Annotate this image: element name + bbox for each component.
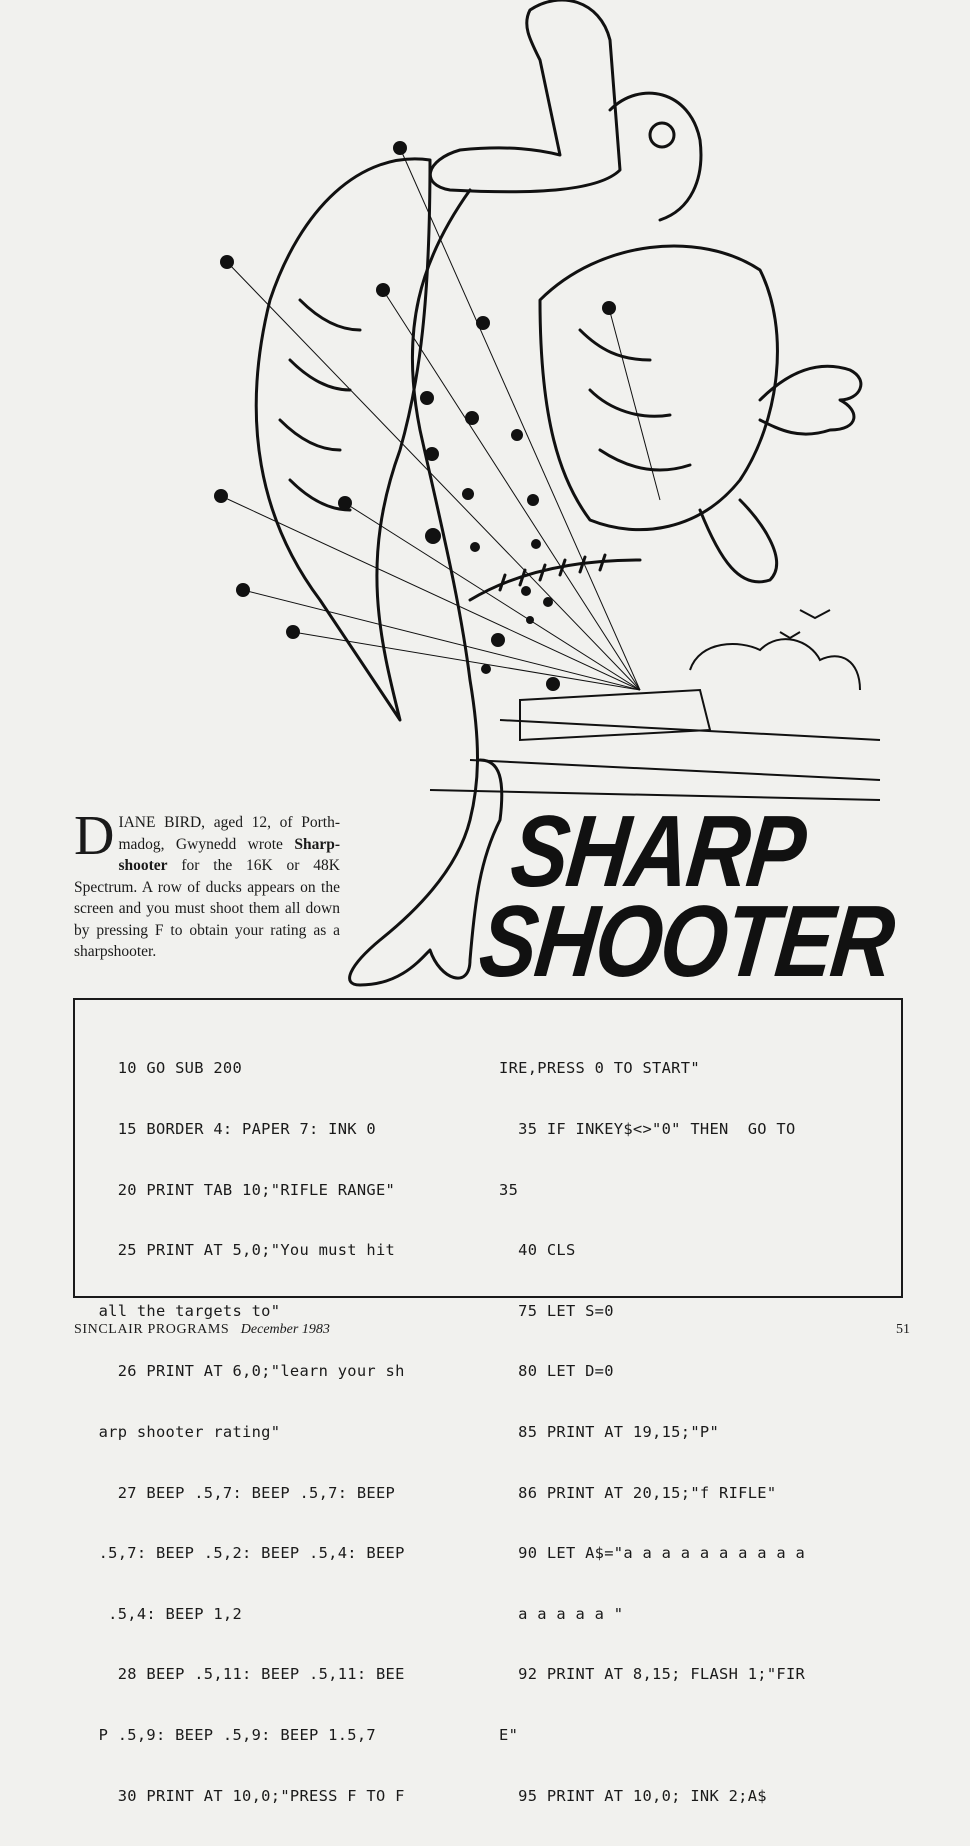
intro-part-2: for the 16K or 48K Spectrum. A row of ducks appears on the screen and you must shoot them all down by pressing F to obtain your rating as a sharpshooter. <box>74 857 340 960</box>
code-line: 26 PRINT AT 6,0;"learn your sh <box>89 1362 405 1381</box>
code-line: .5,4: BEEP 1,2 <box>89 1604 243 1623</box>
duck-wing-right <box>540 246 777 530</box>
code-line: 15 BORDER 4: PAPER 7: INK 0 <box>89 1120 376 1138</box>
code-line: 35 IF INKEY$<>"0" THEN GO TO <box>499 1120 796 1138</box>
duck-bill <box>430 0 620 192</box>
code-line: all the targets to" <box>89 1301 281 1320</box>
drop-cap: D <box>74 805 115 867</box>
magazine-name: SINCLAIR PROGRAMS <box>74 1322 230 1337</box>
listing-left-column <box>89 1018 489 1846</box>
code-line: 75 LET S=0 <box>499 1301 614 1320</box>
code-line: 95 PRINT AT 10,0; INK 2;A$ <box>499 1786 767 1805</box>
code-line: 85 PRINT AT 19,15;"P" <box>499 1422 720 1441</box>
duck-wing-left <box>256 159 430 720</box>
code-line: 80 LET D=0 <box>499 1362 614 1381</box>
code-line: 25 PRINT AT 5,0;"You must hit <box>89 1241 396 1260</box>
code-line: a a a a a " <box>499 1604 624 1623</box>
title-line-1: SHARP <box>506 795 809 909</box>
code-line: .5,7: BEEP .5,2: BEEP .5,4: BEEP <box>89 1544 405 1563</box>
trees <box>690 639 860 690</box>
duck-head <box>610 93 701 220</box>
page-footer <box>74 1322 910 1338</box>
title-sharp-shooter <box>474 795 935 999</box>
code-line: 20 PRINT TAB 10;"RIFLE RANGE" <box>89 1180 396 1199</box>
intro-text <box>74 805 340 963</box>
code-line: arp shooter rating" <box>89 1422 281 1441</box>
code-line: 27 BEEP .5,7: BEEP .5,7: BEEP <box>89 1483 396 1502</box>
intro-part-1: IANE BIRD, aged 12, of Porth-madog, Gwynedd wrote <box>118 814 340 853</box>
code-line: 90 LET A$="a a a a a a a a a a <box>499 1544 806 1563</box>
code-line: P .5,9: BEEP .5,9: BEEP 1.5,7 <box>89 1725 376 1744</box>
issue-date: December 1983 <box>240 1322 330 1337</box>
title-line-2: SHOOTER <box>474 885 898 999</box>
code-line: 35 <box>499 1180 519 1199</box>
page-number: 51 <box>896 1322 910 1337</box>
code-line: 30 PRINT AT 10,0;"PRESS F TO F <box>89 1786 405 1805</box>
listing-right-column <box>499 1018 899 1846</box>
pellet-dots <box>214 141 616 691</box>
code-line: E" <box>499 1725 519 1744</box>
program-name: Sharp-shooter <box>118 835 340 874</box>
code-line: 10 GO SUB 200 <box>89 1059 243 1078</box>
code-line: IRE,PRESS 0 TO START" <box>499 1059 700 1078</box>
code-line: 40 CLS <box>499 1241 576 1260</box>
shot-pellets <box>221 148 660 690</box>
code-line: 92 PRINT AT 8,15; FLASH 1;"FIR <box>499 1665 806 1684</box>
code-line: 28 BEEP .5,11: BEEP .5,11: BEE <box>89 1665 405 1684</box>
code-line: 86 PRINT AT 20,15;"f RIFLE" <box>499 1483 777 1502</box>
